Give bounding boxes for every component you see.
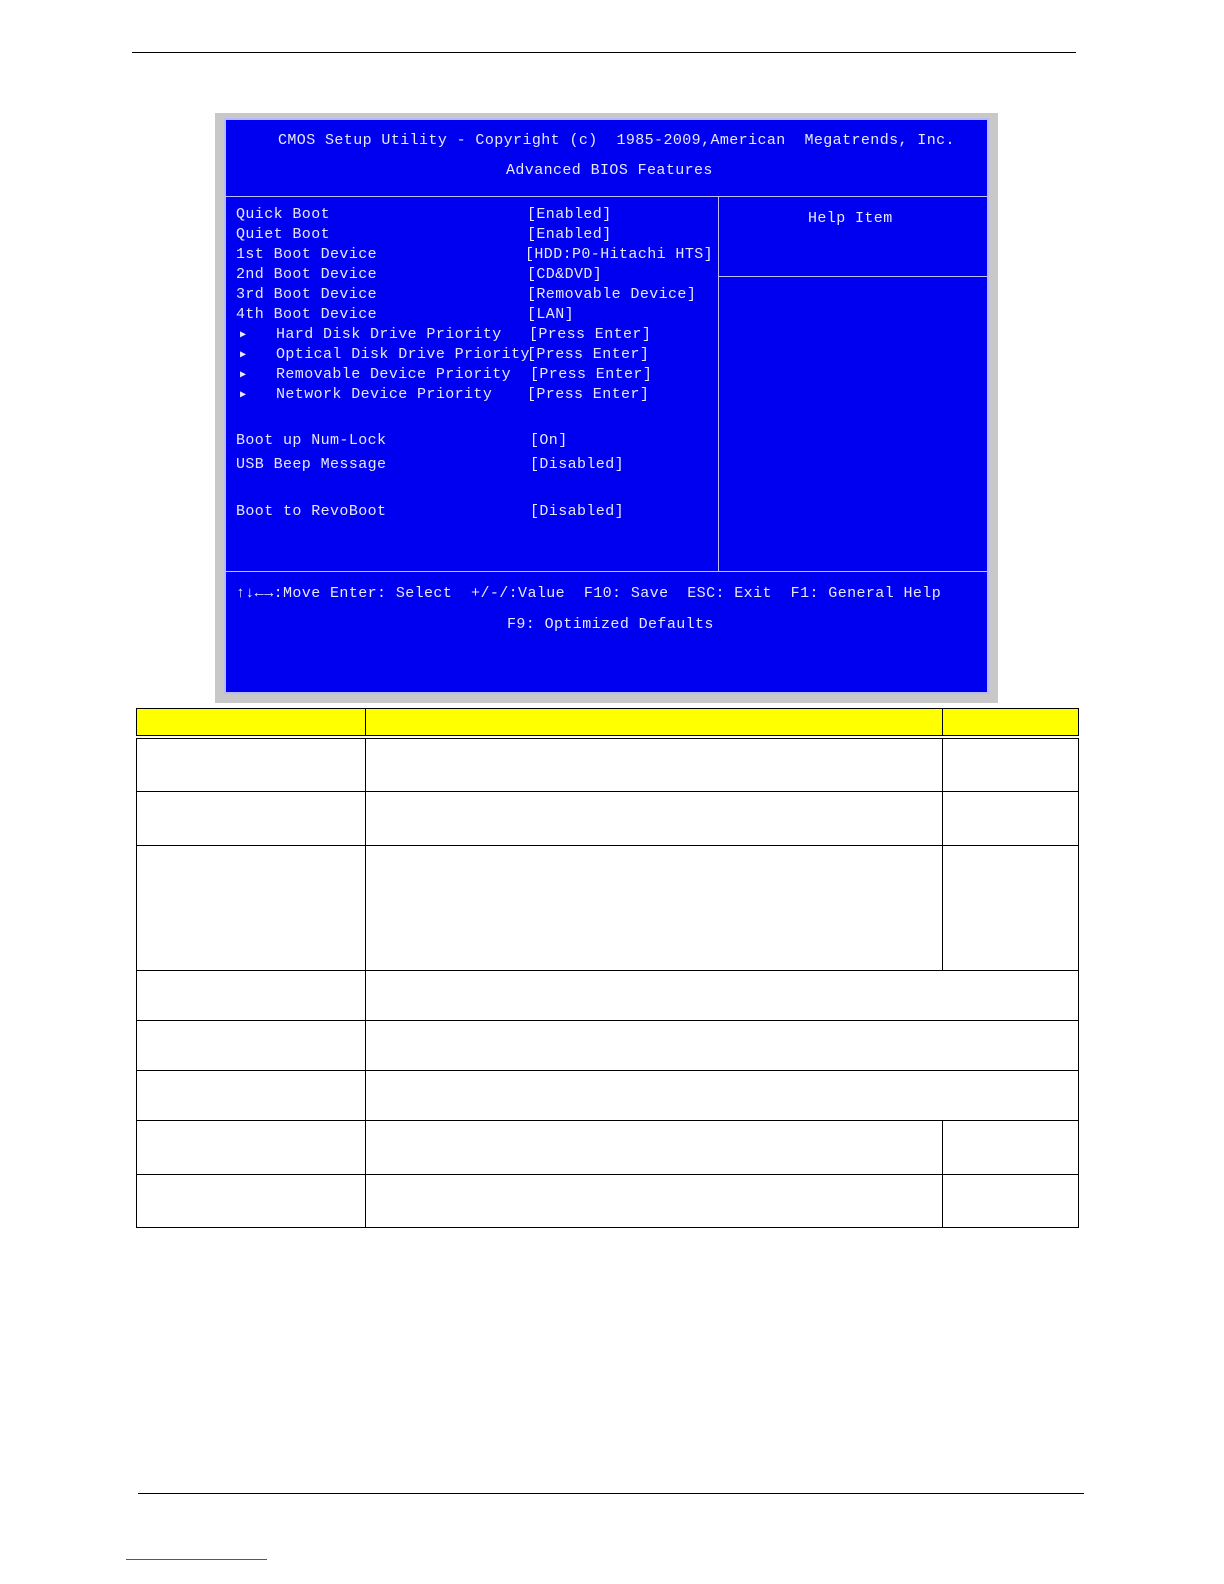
- bios-value-removable-priority[interactable]: [Press Enter]: [530, 366, 653, 383]
- bios-item-hdd-priority[interactable]: Hard Disk Drive Priority: [276, 326, 502, 343]
- footer-link-underline: [126, 1559, 267, 1560]
- bios-title: CMOS Setup Utility - Copyright (c) 1985-2009,American Megatrends, Inc.: [278, 132, 955, 149]
- table-cell: [365, 1020, 1079, 1071]
- bios-header-divider: [226, 196, 987, 197]
- bios-item-numlock[interactable]: Boot up Num-Lock: [236, 432, 387, 449]
- submenu-arrow-icon: ▶: [240, 370, 247, 381]
- table-cell: [136, 970, 366, 1021]
- table-cell: [136, 738, 366, 792]
- bios-item-revoboot[interactable]: Boot to RevoBoot: [236, 503, 387, 520]
- bios-value-1st-boot-device[interactable]: [HDD:P0-Hitachi HTS]: [525, 246, 714, 263]
- table-cell: [942, 791, 1079, 846]
- table-cell: [942, 738, 1079, 792]
- table-cell: [942, 845, 1079, 971]
- header-rule: [132, 52, 1076, 53]
- table-header-cell: [365, 708, 943, 736]
- submenu-arrow-icon: ▶: [240, 330, 247, 341]
- table-header-cell: [942, 708, 1079, 736]
- bios-value-network-priority[interactable]: [Press Enter]: [527, 386, 650, 403]
- parameter-table: [136, 708, 1079, 1228]
- bios-subtitle: Advanced BIOS Features: [506, 162, 713, 179]
- bios-item-2nd-boot-device[interactable]: 2nd Boot Device: [236, 266, 378, 283]
- bios-item-quick-boot[interactable]: Quick Boot: [236, 206, 331, 223]
- bios-value-2nd-boot-device[interactable]: [CD&DVD]: [527, 266, 603, 283]
- bios-pane-divider: [718, 196, 719, 572]
- bios-item-4th-boot-device[interactable]: 4th Boot Device: [236, 306, 378, 323]
- bios-value-4th-boot-device[interactable]: [LAN]: [527, 306, 575, 323]
- bios-key-help: ↑↓←→:Move Enter: Select +/-/:Value F10: Save ESC: Exit F1: General Help: [236, 585, 942, 602]
- table-cell: [365, 1174, 943, 1228]
- bios-value-3rd-boot-device[interactable]: [Removable Device]: [527, 286, 697, 303]
- table-cell: [365, 970, 1079, 1021]
- table-cell: [136, 845, 366, 971]
- bios-value-quick-boot[interactable]: [Enabled]: [527, 206, 612, 223]
- bios-value-hdd-priority[interactable]: [Press Enter]: [529, 326, 652, 343]
- table-cell: [136, 1120, 366, 1175]
- table-cell: [365, 791, 943, 846]
- bios-footer-divider: [226, 571, 987, 572]
- bios-item-3rd-boot-device[interactable]: 3rd Boot Device: [236, 286, 378, 303]
- bios-item-usb-beep[interactable]: USB Beep Message: [236, 456, 387, 473]
- table-cell: [136, 1020, 366, 1071]
- submenu-arrow-icon: ▶: [240, 390, 247, 401]
- bios-value-numlock[interactable]: [On]: [530, 432, 568, 449]
- submenu-arrow-icon: ▶: [240, 350, 247, 361]
- table-cell: [365, 1070, 1079, 1121]
- table-cell: [942, 1120, 1079, 1175]
- bios-item-removable-priority[interactable]: Removable Device Priority: [276, 366, 512, 383]
- bios-item-1st-boot-device[interactable]: 1st Boot Device: [236, 246, 378, 263]
- bios-value-revoboot[interactable]: [Disabled]: [530, 503, 625, 520]
- footer-rule: [138, 1493, 1084, 1494]
- table-cell: [365, 738, 943, 792]
- bios-value-usb-beep[interactable]: [Disabled]: [530, 456, 625, 473]
- table-cell: [942, 1174, 1079, 1228]
- bios-value-odd-priority[interactable]: [Press Enter]: [527, 346, 650, 363]
- bios-help-divider: [718, 276, 987, 277]
- table-header-cell: [136, 708, 366, 736]
- bios-item-quiet-boot[interactable]: Quiet Boot: [236, 226, 331, 243]
- table-cell: [136, 791, 366, 846]
- bios-item-odd-priority[interactable]: Optical Disk Drive Priority: [276, 346, 530, 363]
- bios-screenshot: [215, 113, 998, 703]
- bios-help-title: Help Item: [808, 210, 893, 227]
- bios-item-network-priority[interactable]: Network Device Priority: [276, 386, 493, 403]
- bios-value-quiet-boot[interactable]: [Enabled]: [527, 226, 612, 243]
- bios-screen: [224, 118, 989, 694]
- bios-key-defaults: F9: Optimized Defaults: [507, 616, 714, 633]
- table-cell: [365, 845, 943, 971]
- table-cell: [136, 1174, 366, 1228]
- table-cell: [136, 1070, 366, 1121]
- table-cell: [365, 1120, 943, 1175]
